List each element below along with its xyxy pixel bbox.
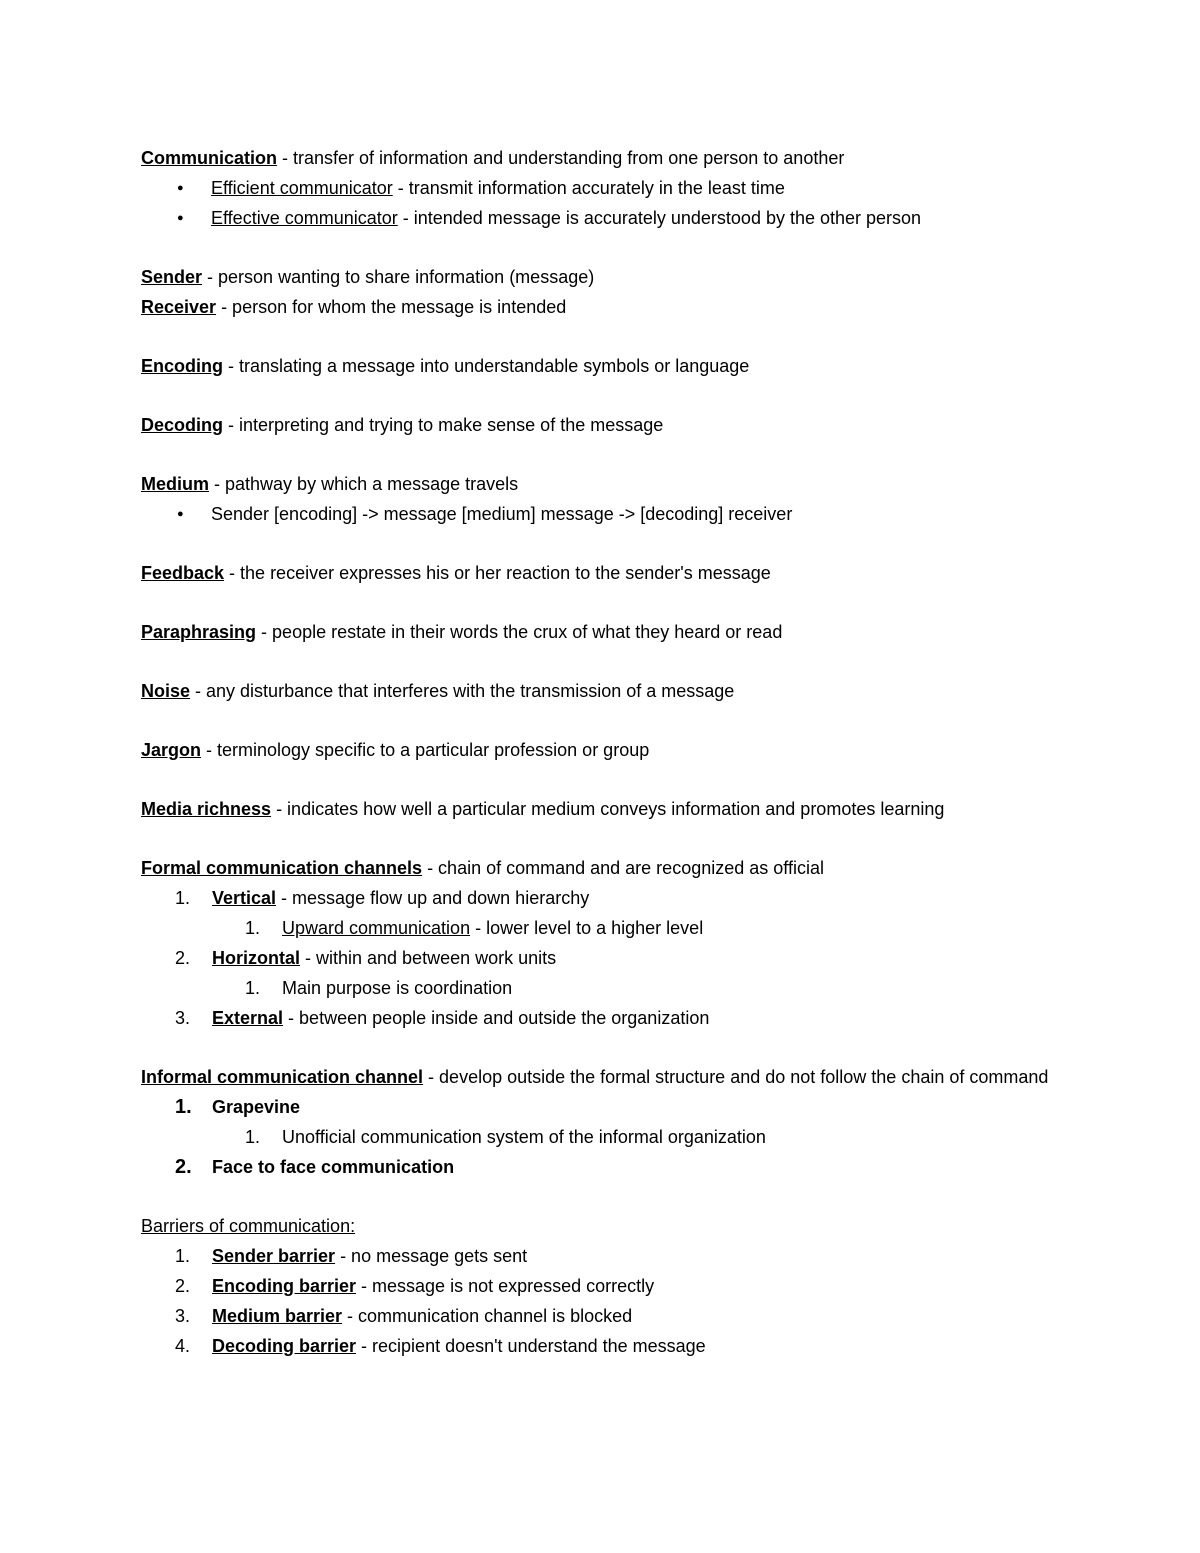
list-item: 1. Sender barrier - no message gets sent bbox=[141, 1241, 1061, 1271]
list-item: 1. Unofficial communication system of the informal organization bbox=[141, 1122, 1061, 1152]
list-item: 2. Encoding barrier - message is not expressed correctly bbox=[141, 1271, 1061, 1301]
bullet-item: ● Effective communicator - intended message is accurately understood by the other person bbox=[141, 203, 1061, 233]
definition-feedback: Feedback - the receiver expresses his or her reaction to the sender's message bbox=[141, 563, 771, 583]
list-item: 1. Vertical - message flow up and down hierarchy bbox=[141, 883, 1061, 913]
list-number: 1. bbox=[245, 978, 261, 998]
list-number: 3. bbox=[175, 1008, 191, 1028]
list-number: 2. bbox=[175, 1156, 192, 1178]
list-number: 1. bbox=[175, 1246, 191, 1266]
list-number: 1. bbox=[175, 1096, 192, 1118]
bullet-item: ● Efficient communicator - transmit information accurately in the least time bbox=[141, 173, 1061, 203]
definition-media-richness: Media richness - indicates how well a particular medium conveys information and promotes learning bbox=[141, 799, 945, 819]
list-number: 4. bbox=[175, 1336, 191, 1356]
list-number: 3. bbox=[175, 1306, 191, 1326]
definition: - transfer of information and understanding from one person to another bbox=[277, 148, 845, 168]
definition-encoding: Encoding - translating a message into understandable symbols or language bbox=[141, 356, 750, 376]
bullet-item: ● Sender [encoding] -> message [medium] message -> [decoding] receiver bbox=[141, 499, 1061, 529]
definition-formal-channels: Formal communication channels - chain of command and are recognized as official bbox=[141, 858, 824, 878]
definition-jargon: Jargon - terminology specific to a particular profession or group bbox=[141, 740, 650, 760]
list-item: 2. Horizontal - within and between work units bbox=[141, 943, 1061, 973]
list-item: 1. Grapevine bbox=[141, 1092, 1061, 1122]
list-number: 1. bbox=[175, 888, 191, 908]
list-item: 2. Face to face communication bbox=[141, 1152, 1061, 1182]
list-item: 3. External - between people inside and outside the organization bbox=[141, 1003, 1061, 1033]
barriers-heading: Barriers of communication: bbox=[141, 1216, 356, 1236]
term: Communication bbox=[141, 148, 278, 168]
definition-sender: Sender - person wanting to share information (message) bbox=[141, 267, 595, 287]
list-item: 1. Main purpose is coordination bbox=[141, 973, 1061, 1003]
definition-informal-channel: Informal communication channel - develop outside the formal structure and do not follow the chain of command bbox=[141, 1067, 1049, 1087]
definition-decoding: Decoding - interpreting and trying to make sense of the message bbox=[141, 415, 664, 435]
list-item: 1. Upward communication - lower level to a higher level bbox=[141, 913, 1061, 943]
subterm: Effective communicator bbox=[211, 208, 398, 228]
list-number: 1. bbox=[245, 1127, 261, 1147]
subterm: Efficient communicator bbox=[211, 178, 393, 198]
list-item: 3. Medium barrier - communication channel is blocked bbox=[141, 1301, 1061, 1331]
list-item: 4. Decoding barrier - recipient doesn't understand the message bbox=[141, 1331, 1061, 1361]
definition-paraphrasing: Paraphrasing - people restate in their words the crux of what they heard or read bbox=[141, 622, 783, 642]
list-number: 1. bbox=[245, 918, 261, 938]
list-number: 2. bbox=[175, 1276, 191, 1296]
definition-receiver: Receiver - person for whom the message is intended bbox=[141, 297, 567, 317]
list-number: 2. bbox=[175, 948, 191, 968]
definition-noise: Noise - any disturbance that interferes with the transmission of a message bbox=[141, 681, 735, 701]
definition-communication bbox=[141, 143, 1061, 173]
document-page bbox=[141, 143, 1061, 1361]
definition-medium: Medium - pathway by which a message travels bbox=[141, 474, 519, 494]
